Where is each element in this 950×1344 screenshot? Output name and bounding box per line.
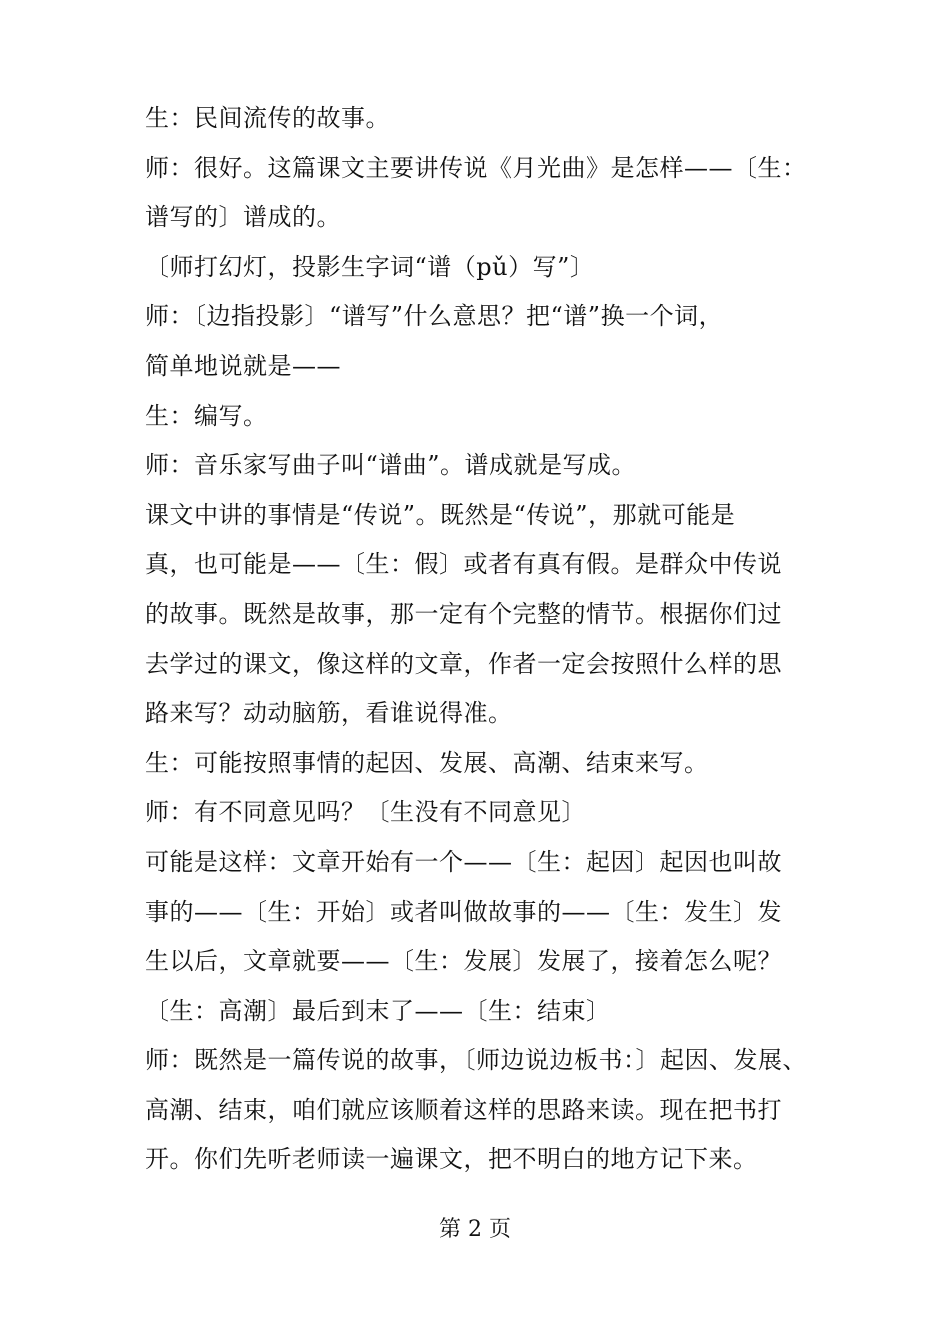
- text-line: 去学过的课文，像这样的文章，作者一定会按照什么样的思: [145, 649, 782, 678]
- text-line: 路来写？动动脑筋，看谁说得准。: [145, 699, 513, 728]
- text-line: 高潮、结束，咱们就应该顺着这样的思路来读。现在把书打: [145, 1095, 782, 1124]
- text-line: 师：很好。这篇课文主要讲传说《月光曲》是怎样——〔生：: [145, 153, 807, 182]
- text-line: 真，也可能是——〔生：假〕或者有真有假。是群众中传说: [145, 550, 782, 579]
- text-line: 师：有不同意见吗？〔生没有不同意见〕: [145, 798, 586, 827]
- text-line: 师：〔边指投影〕“谱写”什么意思？把“谱”换一个词，: [145, 302, 724, 331]
- text-line: 生：可能按照事情的起因、发展、高潮、结束来写。: [145, 748, 709, 777]
- text-line: 简单地说就是——: [145, 351, 341, 380]
- text-line: 事的——〔生：开始〕或者叫做故事的——〔生：发生〕发: [145, 897, 782, 926]
- text-line: 师：既然是一篇传说的故事，〔师边说边板书：〕起因、发展、: [145, 1046, 807, 1075]
- text-line: 的故事。既然是故事，那一定有个完整的情节。根据你们过: [145, 599, 782, 628]
- text-line: 生：编写。: [145, 401, 268, 430]
- text-line: 师：音乐家写曲子叫“谱曲”。谱成就是写成。: [145, 451, 637, 480]
- text-line: 生以后，文章就要——〔生：发展〕发展了，接着怎么呢？: [145, 947, 782, 976]
- text-line: 生：民间流传的故事。: [145, 104, 390, 132]
- text-line: 〔生：高潮〕最后到末了——〔生：结束〕: [145, 996, 611, 1025]
- text-line: 〔师打幻灯，投影生字词“谱（pǔ）写”〕: [145, 252, 595, 281]
- text-line: 课文中讲的事情是“传说”。既然是“传说”，那就可能是: [145, 500, 736, 529]
- page-number: 第 2 页: [439, 1217, 511, 1242]
- text-line: 谱写的〕谱成的。: [145, 203, 341, 232]
- text-line: 可能是这样：文章开始有一个——〔生：起因〕起因也叫故: [145, 847, 782, 876]
- document-body: [145, 94, 825, 1185]
- text-line: 开。你们先听老师读一遍课文，把不明白的地方记下来。: [145, 1145, 758, 1174]
